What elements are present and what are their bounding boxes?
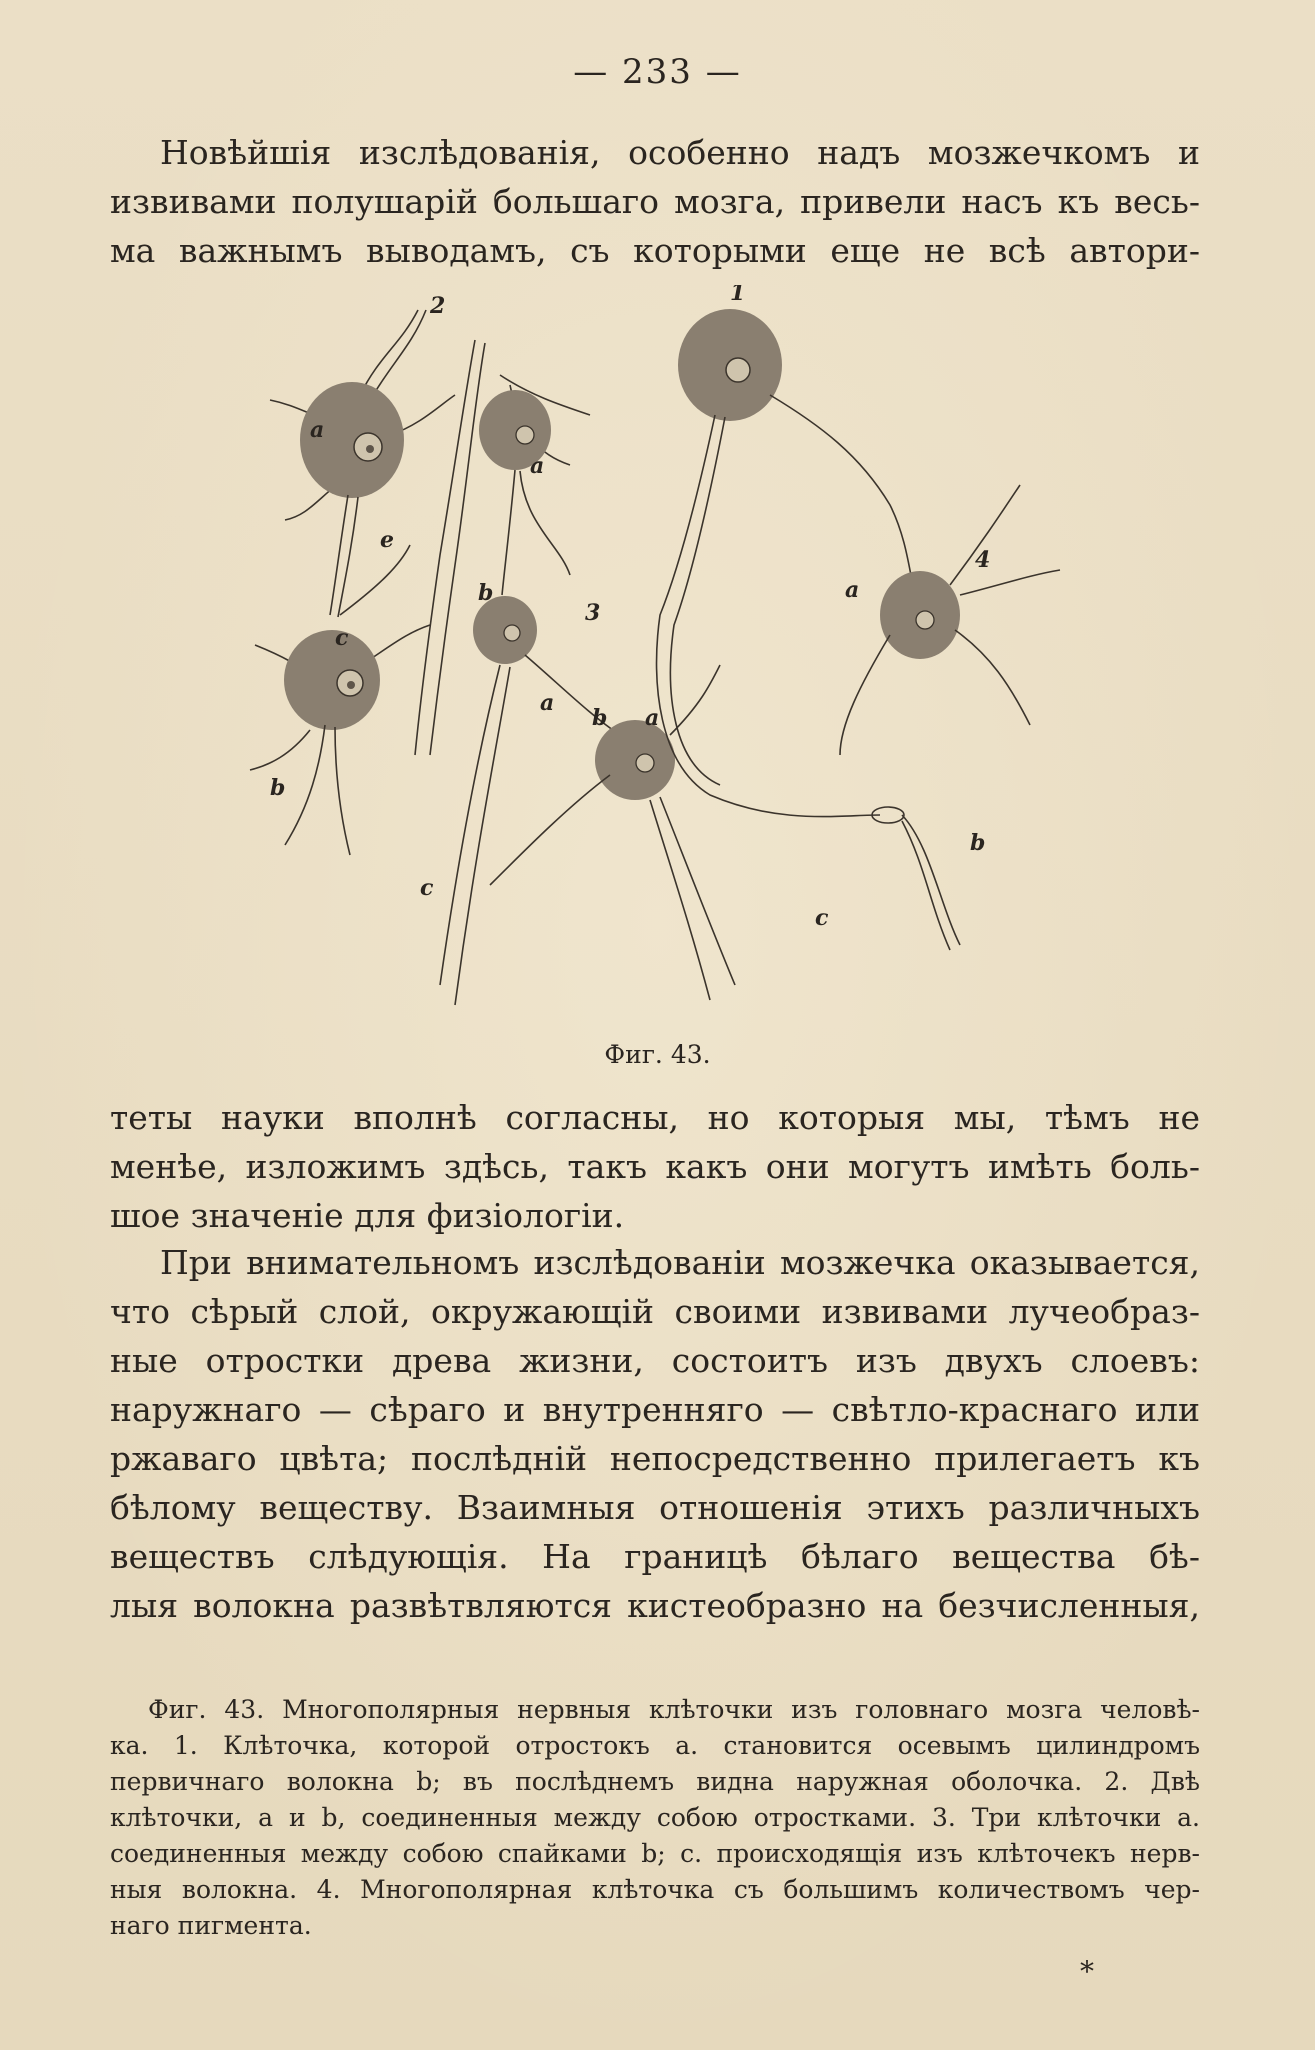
label-a: a [540, 690, 555, 716]
cell-nucleus [504, 625, 520, 641]
text-line: ржаваго цвѣта; послѣдній непосредственно прилегаетъ къ [110, 1439, 1200, 1478]
cell-nucleus [916, 611, 934, 629]
label-e: e [380, 527, 394, 553]
label-c: c [335, 625, 349, 651]
text-line: Новѣйшія изслѣдованія, особенно надъ мозжечкомъ и [160, 133, 1200, 172]
footnote-line: ныя волокна. 4. Многополярная клѣточка съ большимъ количествомъ чер- [110, 1875, 1200, 1904]
label-a: a [530, 453, 545, 479]
text-line: шое значеніе для физіологіи. [110, 1196, 625, 1235]
label-3: 3 [585, 600, 601, 626]
page-mark: * [1080, 1955, 1094, 1988]
text-line: При внимательномъ изслѣдованіи мозжечка оказывается, [160, 1243, 1200, 1282]
cell-nucleus [726, 358, 750, 382]
text-line: что сѣрый слой, окружающій своими извивами лучеобраз- [110, 1292, 1200, 1331]
neuron-cell [595, 720, 675, 800]
neuron-drawing [240, 285, 1100, 1040]
label-b: b [970, 830, 986, 856]
text-line: ма важнымъ выводамъ, съ которыми еще не всѣ автори- [110, 231, 1200, 270]
neuron-cell [284, 630, 380, 730]
text-line: бѣлому веществу. Взаимныя отношенія этихъ различныхъ [110, 1488, 1200, 1527]
text-line: теты науки вполнѣ согласны, но которыя мы, тѣмъ не [110, 1098, 1200, 1137]
cell-group-1-4 [657, 285, 1060, 950]
footnote-line: клѣточки, a и b, соединенныя между собою отростками. 3. Три клѣточки a. [110, 1803, 1200, 1832]
text-line: извивами полушарій большаго мозга, привели насъ къ весь- [110, 182, 1200, 221]
label-a: a [645, 705, 660, 731]
label-4: 4 [975, 547, 991, 573]
page-number: — 233 — [573, 52, 742, 92]
text-line: веществъ слѣдующія. На границѣ бѣлаго вещества бѣ- [110, 1537, 1200, 1576]
cell-group-3 [380, 340, 829, 1005]
figure-neurons-illustration [240, 285, 1100, 1040]
footnote-line: соединенныя между собою спайками b; c. происходящія изъ клѣточекъ нерв- [110, 1839, 1200, 1868]
label-b: b [270, 775, 286, 801]
footnote-line: первичнаго волокна b; въ послѣднемъ видна наружная оболочка. 2. Двѣ [110, 1767, 1200, 1796]
cell-group-2 [250, 293, 455, 855]
paragraph-continued [110, 1093, 1200, 1240]
figure-caption-label: Фиг. 43. [604, 1040, 711, 1069]
label-b: b [592, 705, 608, 731]
cell-nucleus [516, 426, 534, 444]
label-c: c [420, 875, 434, 901]
footnote-line: наго пигмента. [110, 1911, 312, 1940]
label-c: c [815, 905, 829, 931]
text-line: менѣе, изложимъ здѣсь, такъ какъ они могутъ имѣть боль- [110, 1147, 1200, 1186]
label-a: a [845, 577, 860, 603]
label-1: 1 [730, 285, 746, 306]
paragraph-intro [110, 128, 1200, 275]
paragraph-cerebellum [110, 1238, 1200, 1630]
text-line: ные отростки древа жизни, состоитъ изъ двухъ слоевъ: [110, 1341, 1200, 1380]
footnote-line: Фиг. 43. Многополярныя нервныя клѣточки изъ головнаго мозга человѣ- [148, 1695, 1200, 1724]
footnote-line: ка. 1. Клѣточка, которой отростокъ a. становится осевымъ цилиндромъ [110, 1731, 1200, 1760]
label-b: b [478, 580, 494, 606]
cell-nucleus [636, 754, 654, 772]
figure-footnote [110, 1692, 1200, 1944]
text-line: наружнаго — сѣраго и внутренняго — свѣтло-краснаго или [110, 1390, 1200, 1429]
label-a: a [310, 417, 325, 443]
text-line: лыя волокна развѣтвляются кистеобразно на безчисленныя, [110, 1586, 1200, 1625]
label-2: 2 [430, 293, 446, 319]
